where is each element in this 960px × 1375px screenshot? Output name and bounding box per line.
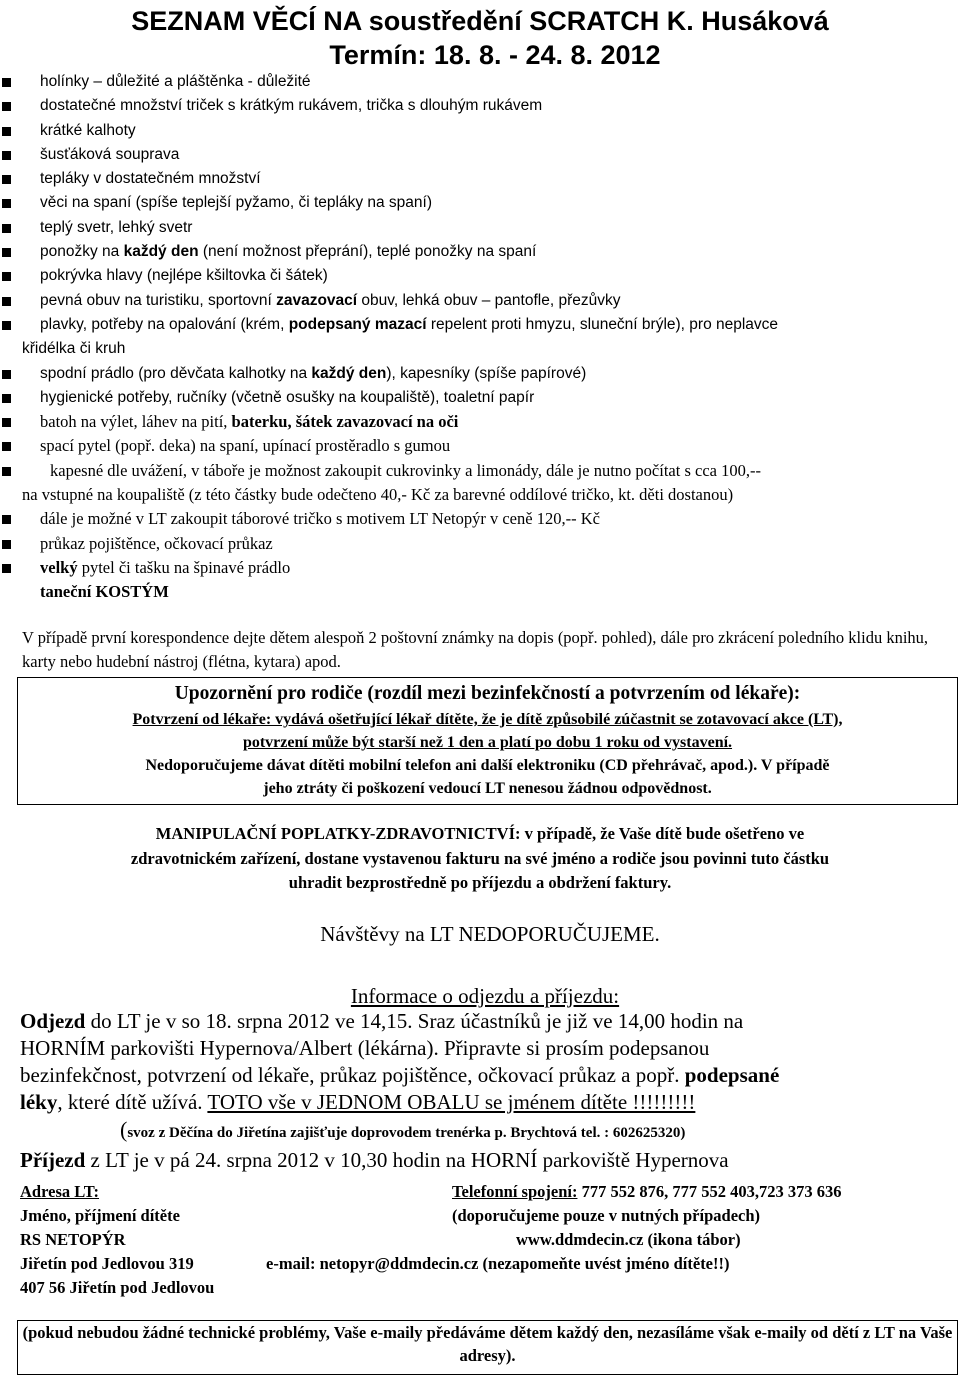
bullet-icon bbox=[2, 564, 11, 573]
title-line-1: SEZNAM VĚCÍ NA soustředění SCRATCH K. Husáková bbox=[131, 6, 829, 36]
notice-line: jeho ztráty či poškození vedoucí LT nenesou žádnou odpovědnost. bbox=[263, 780, 712, 797]
list-item: pevná obuv na turistiku, sportovní zavazovací obuv, lehká obuv – pantofle, přezůvky bbox=[0, 289, 960, 313]
packing-list bbox=[0, 70, 960, 605]
travel-info: Odjezd do LT je v so 18. srpna 2012 ve 14,15. Sraz účastníků je již ve 14,00 hodin na HORNÍM parkovišti Hypernova/Albert (lékárna). Připravte si prosím podepsanou bezinfekčnost, potvrzení od lékaře, průkaz pojištěnce, očkovací průkaz a popř. podepsané léky, které dítě užívá. TOTO vše v JEDNOM OBALU se jménem dítěte !!!!!!!!! (svoz z Děčína do Jiřetína zajišťuje doprovodem trenérka p. Brychtová tel. : 602625320) Příjezd z LT je v pá 24. srpna 2012 v 10,30 hodin na HORNÍ parkoviště Hypernova bbox=[20, 1008, 950, 1174]
departure-line: Odjezd do LT je v so 18. srpna 2012 ve 14,15. Sraz účastníků je již ve 14,00 hodin na bbox=[20, 1009, 744, 1033]
bullet-icon bbox=[2, 102, 11, 111]
list-item: spodní prádlo (pro děvčata kalhotky na každý den), kapesníky (spíše papírové) bbox=[0, 362, 960, 386]
correspondence-paragraph: V případě první korespondence dejte dětem alespoň 2 poštovní známky na dopis (popř. pohled), dále pro zkrácení poledního klidu knihu, karty nebo hudební nástroj (flétna, kytara) apod. bbox=[22, 628, 929, 671]
list-item: kapesné dle uvážení, v táboře je možnost zakoupit cukrovinky a limonády, dále je nutno počítat s cca 100,-- bbox=[0, 459, 960, 483]
bullet-icon bbox=[2, 127, 11, 136]
page-title bbox=[0, 6, 960, 70]
fees-paragraph: MANIPULAČNÍ POPLATKY-ZDRAVOTNICTVÍ: v případě, že Vaše dítě bude ošetřeno ve zdravotnickém zařízení, dostane vystavenou fakturu na své jméno a rodiče jsou povinni tuto částku uhradit bezprostředně po příjezdu a obdržení faktury. bbox=[130, 824, 830, 892]
bullet-icon bbox=[2, 199, 11, 208]
list-item: velký pytel či tašku na špinavé prádlo bbox=[0, 556, 960, 580]
footer-box: (pokud nebudou žádné technické problémy, Vaše e-maily předáváme dětem každý den, nezasíláme však e-maily od dětí z LT na Vaše adresy). bbox=[17, 1320, 958, 1375]
contacts-block: Adresa LT: Telefonní spojení: 777 552 876, 777 552 403,723 373 636 Jméno, příjmení dítěte (doporučujeme pouze v nutných případech) RS NETOPÝR www.ddmdecin.cz (ikona tábor) Jiřetín pod Jedlovou 319 e-mail: netopyr@ddmdecin.cz (nezapomeňte uvést jméno dítěte!!) 407 56 Jiřetín pod Jedlovou bbox=[20, 1182, 842, 1297]
bullet-icon bbox=[2, 394, 11, 403]
email-link[interactable]: e-mail: netopyr@ddmdecin.cz (nezapomeňte uvést jméno dítěte!!) bbox=[266, 1254, 730, 1273]
list-item: tepláky v dostatečném množství bbox=[0, 167, 960, 191]
bullet-icon bbox=[2, 370, 11, 379]
bullet-icon bbox=[2, 467, 11, 476]
bullet-icon bbox=[2, 78, 11, 87]
bullet-icon bbox=[2, 297, 11, 306]
list-item: teplý svetr, lehký svetr bbox=[0, 216, 960, 240]
list-item: hygienické potřeby, ručníky (včetně osušky na koupaliště), toaletní papír bbox=[0, 386, 960, 410]
notice-heading: Upozornění pro rodiče (rozdíl mezi bezinfekčností a potvrzením od lékaře): bbox=[174, 683, 801, 704]
transport-note: (svoz z Děčína do Jiřetína zajišťuje doprovodem trenérka p. Brychtová tel. : 602625320) bbox=[120, 1117, 686, 1142]
list-item: pokrývka hlavy (nejlépe kšiltovka či šátek) bbox=[0, 264, 960, 288]
travel-heading: Informace o odjezdu a příjezdu: bbox=[350, 984, 620, 1008]
list-item: šusťáková souprava bbox=[0, 143, 960, 167]
list-item: krátké kalhoty bbox=[0, 119, 960, 143]
bullet-icon bbox=[2, 175, 11, 184]
bullet-icon bbox=[2, 151, 11, 160]
list-item: holínky – důležité a pláštěnka - důležité bbox=[0, 70, 960, 94]
notice-line: Potvrzení od lékaře: vydává ošetřující lékař dítěte, že je dítě způsobilé zúčastnit se zotavovací akce (LT), bbox=[132, 711, 843, 728]
phone-label: Telefonní spojení: bbox=[452, 1182, 578, 1201]
list-item-continuation: křidélka či kruh bbox=[22, 340, 126, 358]
list-item: průkaz pojištěnce, očkovací průkaz bbox=[0, 532, 960, 556]
list-item: spací pytel (popř. deka) na spaní, upínací prostěradlo s gumou bbox=[0, 434, 960, 458]
parent-notice-box bbox=[17, 677, 958, 805]
notice-line: Nedoporučujeme dávat dítěti mobilní telefon ani další elektroniku (CD přehrávač, apod.). V případě bbox=[145, 757, 830, 774]
bullet-icon bbox=[2, 540, 11, 549]
list-item-costume: taneční KOSTÝM bbox=[40, 582, 169, 602]
list-item: dále je možné v LT zakoupit táborové tričko s motivem LT Netopýr v ceně 120,-- Kč bbox=[0, 507, 960, 531]
arrival-line: Příjezd z LT je v pá 24. srpna 2012 v 10,30 hodin na HORNÍ parkoviště Hypernova bbox=[20, 1148, 729, 1172]
list-item: batoh na výlet, láhev na pití, baterku, šátek zavazovací na oči bbox=[0, 410, 960, 434]
bullet-icon bbox=[2, 515, 11, 524]
visits-notice: Návštěvy na LT NEDOPORUČUJEME. bbox=[320, 922, 660, 946]
bullet-icon bbox=[2, 418, 11, 427]
bullet-icon bbox=[2, 442, 11, 451]
notice-line: potvrzení může být starší než 1 den a platí po dobu 1 roku od vystavení. bbox=[242, 734, 733, 751]
list-item: věci na spaní (spíše teplejší pyžamo, či tepláky na spaní) bbox=[0, 191, 960, 215]
title-line-2: Termín: 18. 8. - 24. 8. 2012 bbox=[329, 40, 661, 70]
bullet-icon bbox=[2, 272, 11, 281]
list-item: plavky, potřeby na opalování (krém, podepsaný mazací repelent proti hmyzu, sluneční brýle), pro neplavce bbox=[0, 313, 960, 337]
bullet-icon bbox=[2, 321, 11, 330]
address-label: Adresa LT: bbox=[20, 1182, 100, 1201]
website-link[interactable]: www.ddmdecin.cz (ikona tábor) bbox=[516, 1230, 741, 1249]
list-item: ponožky na každý den (není možnost přeprání), teplé ponožky na spaní bbox=[0, 240, 960, 264]
bullet-icon bbox=[2, 224, 11, 233]
bullet-icon bbox=[2, 248, 11, 257]
list-item: dostatečné množství triček s krátkým rukávem, trička s dlouhým rukávem bbox=[0, 94, 960, 118]
list-item-continuation: na vstupné na koupaliště (z této částky bude odečteno 40,- Kč za barevné oddílové tričko, kt. děti dostanou) bbox=[22, 485, 734, 505]
